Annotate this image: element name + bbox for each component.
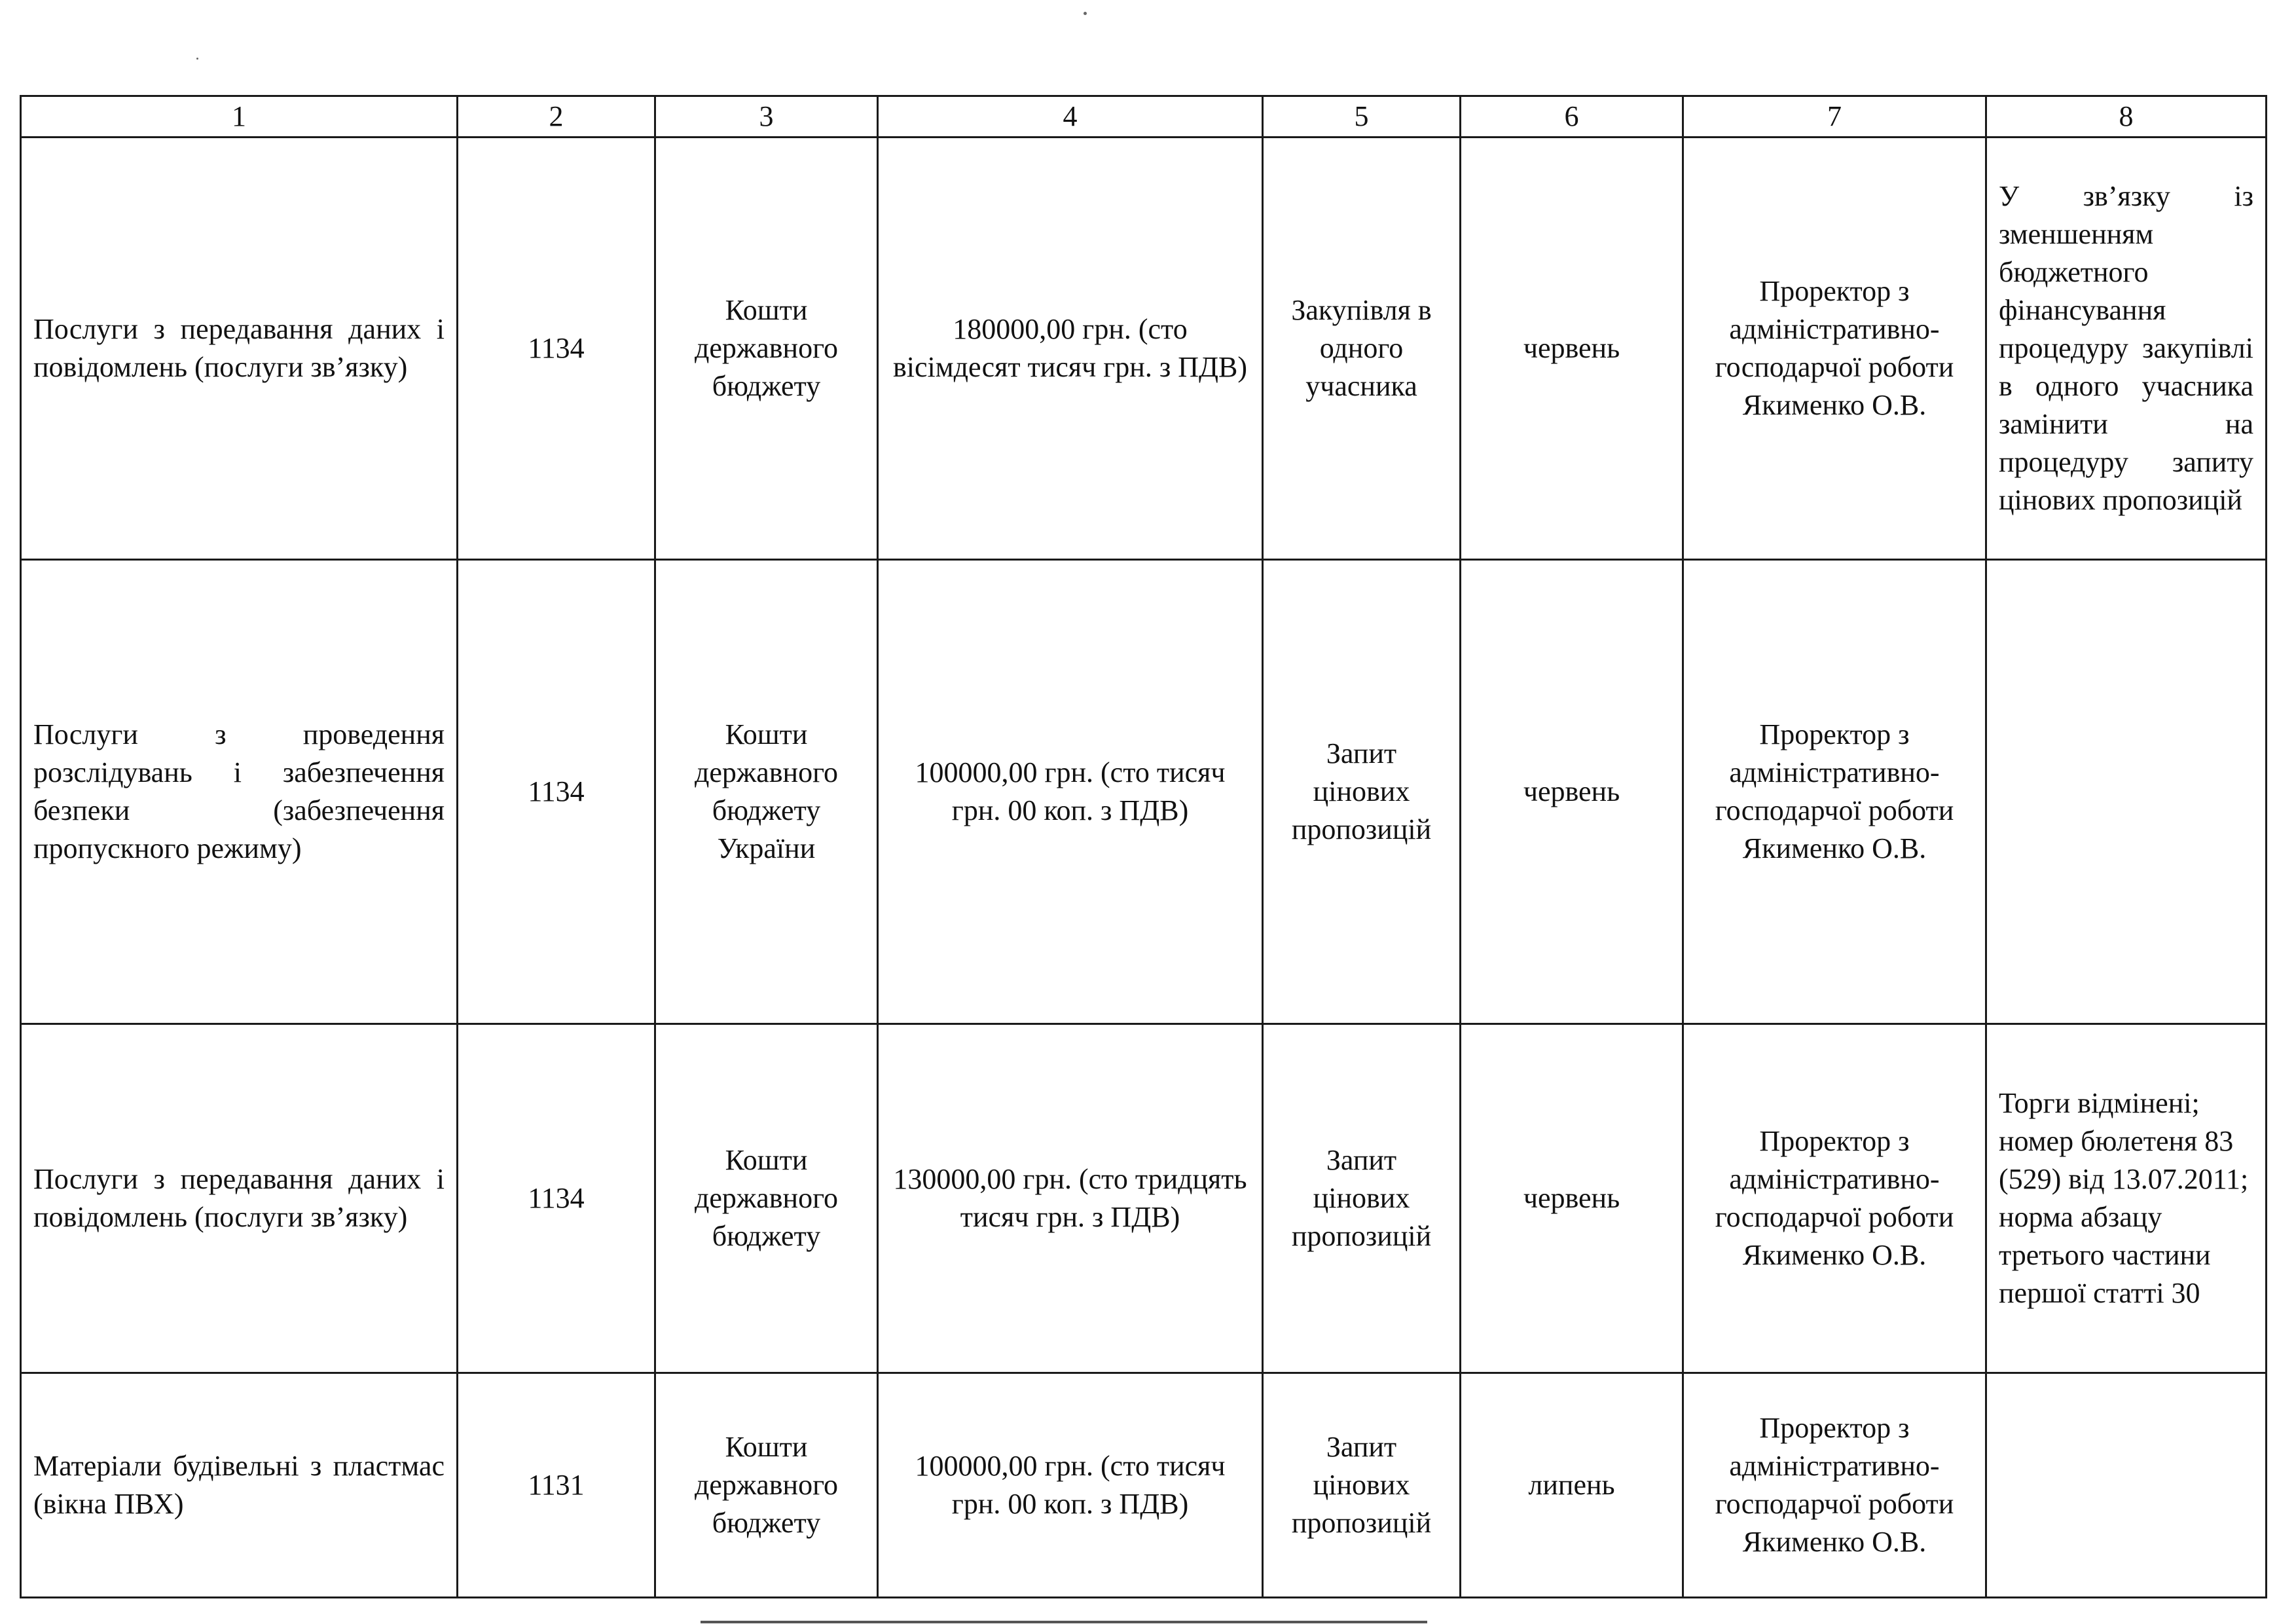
scan-edge-line — [701, 1621, 1427, 1623]
month-cell: червень — [1461, 138, 1683, 560]
subject-cell: Послуги з передавання даних і повідомлень (послуги зв’язку) — [21, 1024, 458, 1373]
note-cell: Торги відмінені; номер бюлетеня 83 (529) від 13.07.2011; норма абзацу третього частини першої статті 30 — [1986, 1024, 2267, 1373]
table-row — [21, 1373, 2267, 1598]
expected-cost-cell: 100000,00 грн. (сто тисяч грн. 00 коп. з ПДВ) — [878, 1373, 1263, 1598]
procedure-cell: Запит цінових пропозицій — [1263, 1373, 1461, 1598]
scan-speck — [1084, 12, 1087, 15]
column-number-row — [21, 96, 2267, 138]
responsible-cell: Проректор з адміністративно-господарчої роботи Якименко О.В. — [1683, 560, 1986, 1024]
column-number: 6 — [1461, 96, 1683, 138]
scan-speck — [196, 58, 198, 60]
subject-cell: Послуги з передавання даних і повідомлень (послуги зв’язку) — [21, 138, 458, 560]
column-number: 4 — [878, 96, 1263, 138]
note-cell: У зв’язку із зменшенням бюджетного фінансування процедуру закупівлі в одного учасника замінити на процедуру запиту цінових пропозицій — [1986, 138, 2267, 560]
month-cell: червень — [1461, 560, 1683, 1024]
responsible-cell: Проректор з адміністративно-господарчої роботи Якименко О.В. — [1683, 1373, 1986, 1598]
code-cell: 1134 — [458, 560, 655, 1024]
procedure-cell: Запит цінових пропозицій — [1263, 1024, 1461, 1373]
expected-cost-cell: 100000,00 грн. (сто тисяч грн. 00 коп. з ПДВ) — [878, 560, 1263, 1024]
funding-source-cell: Кошти державного бюджету — [655, 138, 878, 560]
responsible-cell: Проректор з адміністративно-господарчої роботи Якименко О.В. — [1683, 138, 1986, 560]
table-row — [21, 138, 2267, 560]
column-number: 7 — [1683, 96, 1986, 138]
column-number: 1 — [21, 96, 458, 138]
subject-cell: Матеріали будівельні з пластмас (вікна ПВХ) — [21, 1373, 458, 1598]
code-cell: 1131 — [458, 1373, 655, 1598]
code-cell: 1134 — [458, 1024, 655, 1373]
month-cell: червень — [1461, 1024, 1683, 1373]
subject-cell: Послуги з проведення розслідувань і забезпечення безпеки (забезпечення пропускного режиму) — [21, 560, 458, 1024]
note-cell — [1986, 1373, 2267, 1598]
column-number: 3 — [655, 96, 878, 138]
procurement-plan-table — [20, 95, 2267, 1598]
column-number: 8 — [1986, 96, 2267, 138]
procedure-cell: Закупівля в одного учасника — [1263, 138, 1461, 560]
funding-source-cell: Кошти державного бюджету — [655, 1373, 878, 1598]
expected-cost-cell: 130000,00 грн. (сто тридцять тисяч грн. з ПДВ) — [878, 1024, 1263, 1373]
column-number: 5 — [1263, 96, 1461, 138]
expected-cost-cell: 180000,00 грн. (сто вісімдесят тисяч грн. з ПДВ) — [878, 138, 1263, 560]
column-number: 2 — [458, 96, 655, 138]
funding-source-cell: Кошти державного бюджету України — [655, 560, 878, 1024]
table-row — [21, 1024, 2267, 1373]
procedure-cell: Запит цінових пропозицій — [1263, 560, 1461, 1024]
responsible-cell: Проректор з адміністративно-господарчої роботи Якименко О.В. — [1683, 1024, 1986, 1373]
funding-source-cell: Кошти державного бюджету — [655, 1024, 878, 1373]
code-cell: 1134 — [458, 138, 655, 560]
note-cell — [1986, 560, 2267, 1024]
month-cell: липень — [1461, 1373, 1683, 1598]
table-row — [21, 560, 2267, 1024]
